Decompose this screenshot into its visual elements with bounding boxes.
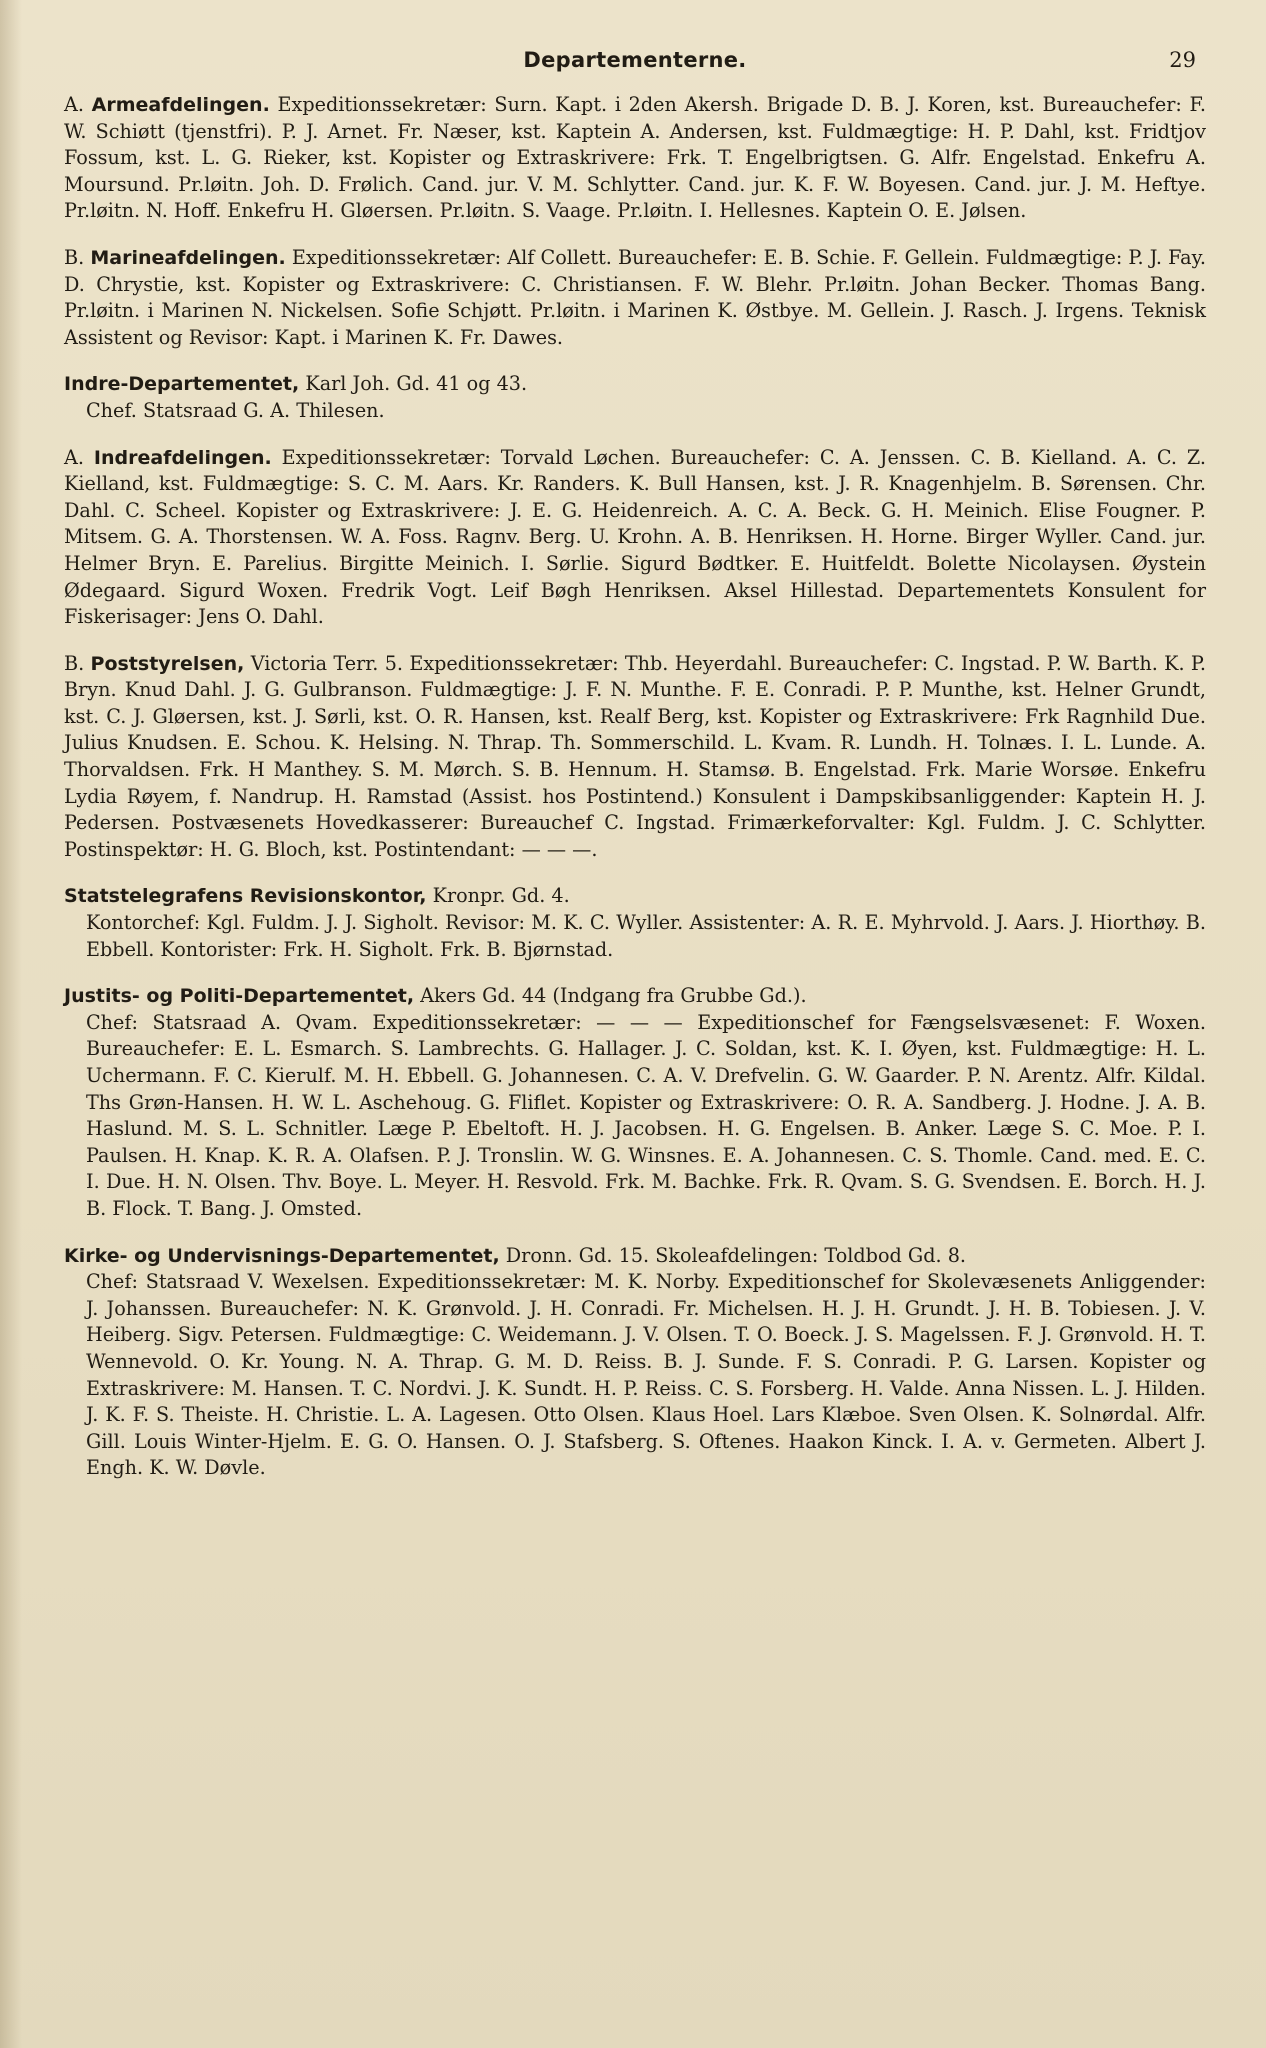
section-chef: Chef. Statsraad G. A. Thilesen. — [86, 398, 385, 422]
section-text: Victoria Terr. 5. Expeditionssekretær: Thb. Heyerdahl. Bureauchefer: C. Ingstad. P. W. Barth. K. P. Bryn. Knud Dahl. J. G. Gulbranson. Fuldmægtige: J. F. N. Munthe. F. E. Conradi. P. P. Munthe, kst. Helner Grundt, kst. C. J. Gløersen, kst. J. Sørli, kst. O. R. Hansen, kst. Realf Berg, kst. Kopister og Extraskrivere: Frk Ragnhild Due. Julius Knudsen. E. Schou. K. Helsing. N. Thrap. Th. Sommerschild. L. Kvam. R. Lundh. H. Tolnæs. I. L. Lunde. A. Thorvaldsen. Frk. H Manthey. S. M. Mørch. S. B. Hennum. H. Stamsø. B. Engelstad. Frk. Marie Worsøe. Enkefru Lydia Røyem, f. Nandrup. H. Ramstad (Assist. hos Postintend.) Konsulent i Dampskibsanliggender: Kaptein H. J. Pedersen. Postvæsenets Hovedkasserer: Bureauchef C. Ingstad. Frimærkeforvalter: Kgl. Fuldm. J. C. Schlytter. Postinspektør: H. G. Bloch, kst. Postintendant: — — —. — [64, 651, 1206, 861]
section-heading: Statstelegrafens Revisionskontor, — [64, 885, 427, 908]
section-text: Chef: Statsraad A. Qvam. Expeditionssekretær: — — — Expeditionschef for Fængselsvæsenet: F. Woxen. Bureauchefer: E. L. Esmarch. S. Lambrechts. G. Hallager. J. C. Soldan, kst. K. I. Øyen, kst. Fuldmægtige: H. L. Uchermann. F. C. Kierulf. M. H. Ebbell. G. Johannesen. C. A. V. Drefvelin. G. W. Gaarder. P. N. Arentz. Alfr. Kildal. Ths Grøn-Hansen. H. W. L. Aschehoug. G. Fliflet. Kopister og Extraskrivere: O. R. A. Sandberg. J. Hodne. J. A. B. Haslund. M. S. L. Schnitler. Læge P. Ebeltoft. H. J. Jacobsen. H. G. Engelsen. B. Anker. Læge S. C. Moe. P. I. Paulsen. H. Knap. K. R. A. Olafsen. P. J. Tronslin. W. G. Winsnes. E. A. Johannesen. C. S. Thomle. Cand. med. E. C. I. Due. H. N. Olsen. Thv. Boye. L. Meyer. H. Resvold. Frk. M. Bachke. Frk. R. Qvam. S. G. Svendsen. E. Borch. H. J. B. Flock. T. Bang. J. Omsted. — [86, 1010, 1206, 1220]
section-text: Chef: Statsraad V. Wexelsen. Expeditionssekretær: M. K. Norby. Expeditionschef for Skolevæsenets Anliggender: J. Johanssen. Bureauchefer: N. K. Grønvold. J. H. Conradi. Fr. Michelsen. H. J. H. Grundt. J. H. B. Tobiesen. J. V. Heiberg. Sigv. Petersen. Fuldmægtige: C. Weidemann. J. V. Olsen. T. O. Boeck. J. S. Magelssen. F. J. Grønvold. H. T. Wennevold. O. Kr. Young. N. A. Thrap. G. M. D. Reiss. B. J. Sunde. F. S. Conradi. P. G. Larsen. Kopister og Extraskrivere: M. Hansen. T. C. Nordvi. J. K. Sundt. H. P. Reiss. C. S. Forsberg. H. Valde. Anna Nissen. L. J. Hilden. J. K. F. S. Theiste. H. Christie. L. A. Lagesen. Otto Olsen. Klaus Hoel. Lars Klæboe. Sven Olsen. K. Solnørdal. Alfr. Gill. Louis Winter-Hjelm. E. G. O. Hansen. O. J. Stafsberg. S. Oftenes. Haakon Kinck. I. A. v. Germeten. Albert J. Engh. K. W. Døvle. — [86, 1270, 1206, 1480]
section-heading: Poststyrelsen, — [90, 652, 245, 675]
page-title: Departementerne. — [523, 48, 747, 72]
section-text: Expeditionssekretær: Torvald Løchen. Bureauchefer: C. A. Jenssen. C. B. Kielland. A. C. Z. Kielland, kst. Fuldmægtige: S. C. M. Aars. Kr. Randers. K. Bull Hansen, kst. J. R. Knagenhjelm. B. Sørensen. Chr. Dahl. C. Scheel. Kopister og Extraskrivere: J. E. G. Heidenreich. A. C. A. Beck. G. H. Meinich. Elise Fougner. P. Mitsem. G. A. Thorstensen. W. A. Foss. Ragnv. Berg. U. Krohn. A. B. Henriksen. H. Horne. Birger Wyller. Cand. jur. Helmer Bryn. E. Parelius. Birgitte Meinich. I. Sørlie. Sigurd Bødtker. E. Huitfeldt. Bolette Nicolaysen. Øystein Ødegaard. Sigurd Woxen. Fredrik Vogt. Leif Bøgh Henriksen. Aksel Hillestad. Departementets Konsulent for Fiskerisager: Jens O. Dahl. — [64, 445, 1206, 629]
page-number: 29 — [1169, 48, 1196, 72]
section-address: Dronn. Gd. 15. Skoleafdelingen: Toldbod Gd. 8. — [505, 1243, 967, 1267]
section-kirke — [64, 1243, 1206, 1482]
section-statstelegrafen — [64, 883, 1206, 963]
section-heading: Marineafdelingen. — [90, 246, 286, 269]
section-text: Kontorchef: Kgl. Fuldm. J. J. Sigholt. Revisor: M. K. C. Wyller. Assistenter: A. R. E. Myhrvold. J. Aars. J. Hiorthøy. B. Ebbell. Kontorister: Frk. H. Sigholt. Frk. B. Bjørnstad. — [86, 911, 1206, 961]
page-header — [64, 48, 1206, 92]
section-armeafdelingen — [64, 92, 1206, 225]
section-letter: A. — [64, 93, 84, 116]
section-heading: Armeafdelingen. — [91, 94, 270, 116]
section-justits — [64, 983, 1206, 1222]
section-letter: B. — [64, 651, 85, 675]
section-heading: Kirke- og Undervisnings-Departementet, — [64, 1244, 500, 1267]
section-letter: B. — [64, 245, 85, 269]
section-text: Expeditionssekretær: Alf Collett. Bureauchefer: E. B. Schie. F. Gellein. Fuldmægtige: P. J. Fay. D. Chrystie, kst. Kopister og Extraskrivere: C. Christiansen. F. W. Blehr. Pr.løitn. Johan Becker. Thomas Bang. Pr.løitn. i Marinen N. Nickelsen. Sofie Schjøtt. Pr.løitn. i Marinen K. Østbye. M. Gellein. J. Rasch. J. Irgens. Teknisk Assistent og Revisor: Kapt. i Marinen K. Fr. Dawes. — [64, 245, 1206, 349]
section-indreafdelingen — [64, 445, 1206, 631]
section-letter: A. — [64, 445, 84, 469]
section-text: Expeditionssekretær: Surn. Kapt. i 2den Akersh. Brigade D. B. J. Koren, kst. Bureauchefer: F. W. Schiøtt (tjenstfri). P. J. Arnet. Fr. Næser, kst. Kaptein A. Andersen, kst. Fuldmægtige: H. P. Dahl, kst. Fridtjov Fossum, kst. L. G. Rieker, kst. Kopister og Extraskrivere: Frk. T. Engelbrigtsen. G. Alfr. Engelstad. Enkefru A. Moursund. Pr.løitn. Joh. D. Frølich. Cand. jur. V. M. Schlytter. Cand. jur. K. F. W. Boyesen. Cand. jur. J. M. Heftye. Pr.løitn. N. Hoff. Enkefru H. Gløersen. Pr.løitn. S. Vaage. Pr.løitn. I. Hellesnes. Kaptein O. E. Jølsen. — [64, 93, 1206, 223]
section-marineafdelingen — [64, 245, 1206, 351]
section-address: Kronpr. Gd. 4. — [432, 884, 570, 908]
section-address: Karl Joh. Gd. 41 og 43. — [305, 372, 528, 396]
section-indre-departementet — [64, 371, 1206, 424]
section-poststyrelsen — [64, 651, 1206, 864]
section-heading: Indreafdelingen. — [93, 446, 272, 469]
section-heading: Indre-Departementet, — [64, 373, 300, 396]
section-address: Akers Gd. 44 (Indgang fra Grubbe Gd.). — [420, 984, 807, 1008]
section-heading: Justits- og Politi-Departementet, — [64, 985, 415, 1008]
